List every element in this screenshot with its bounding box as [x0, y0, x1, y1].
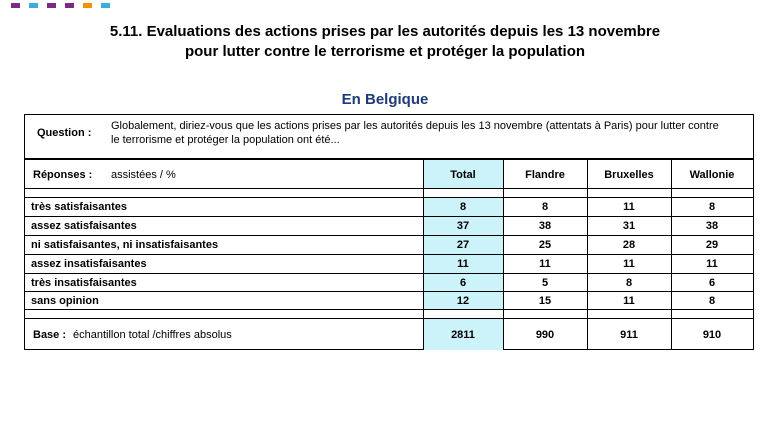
base-text: échantillon total /chiffres absolus — [73, 329, 232, 341]
column-header-bruxelles: Bruxelles — [604, 169, 654, 181]
row-value-total: 37 — [456, 220, 470, 232]
row-value-wallonie: 6 — [708, 277, 716, 289]
responses-label: Réponses : — [33, 169, 93, 181]
row-value-flandre: 38 — [538, 220, 552, 232]
separator-header — [25, 188, 753, 189]
row-value-bruxelles: 8 — [625, 277, 633, 289]
column-divider-total — [503, 160, 504, 350]
page-title-line1: 5.11. Evaluations des actions prises par les autorités depuis les 13 novembre — [109, 23, 661, 40]
row-label: assez satisfaisantes — [31, 220, 137, 232]
separator-row-1 — [25, 216, 753, 217]
separator-row-2 — [25, 235, 753, 236]
row-value-wallonie: 38 — [705, 220, 719, 232]
row-value-wallonie: 8 — [708, 201, 716, 213]
base-value-flandre: 990 — [535, 329, 555, 341]
separator-row-4 — [25, 273, 753, 274]
column-divider-bruxelles — [671, 160, 672, 350]
row-value-total: 11 — [457, 258, 469, 270]
row-value-total: 8 — [459, 201, 467, 213]
decor-bar-3 — [47, 3, 56, 8]
row-value-flandre: 8 — [541, 201, 549, 213]
question-text-line1: Globalement, diriez-vous que les actions prises par les autorités depuis les 13 novembre (attentats à Paris) pour lutter contre — [111, 120, 719, 132]
row-value-bruxelles: 11 — [623, 201, 635, 213]
row-value-flandre: 15 — [538, 295, 552, 307]
row-value-bruxelles: 11 — [623, 295, 635, 307]
row-value-total: 6 — [459, 277, 467, 289]
page-title-line2: pour lutter contre le terrorisme et protéger la population — [184, 43, 586, 60]
row-value-flandre: 11 — [539, 258, 551, 270]
decor-bar-2 — [29, 3, 38, 8]
separator-question — [25, 158, 753, 160]
region-subtitle: En Belgique — [341, 91, 429, 108]
separator-base — [25, 318, 753, 319]
separator-row-3 — [25, 254, 753, 255]
base-value-total: 2811 — [451, 329, 475, 341]
decor-bar-6 — [101, 3, 110, 8]
row-label: ni satisfaisantes, ni insatisfaisantes — [31, 239, 219, 251]
separator-row-5 — [25, 291, 753, 292]
base-value-bruxelles: 911 — [620, 329, 638, 341]
row-value-bruxelles: 31 — [622, 220, 636, 232]
base-label: Base : — [33, 329, 67, 341]
decor-bar-4 — [65, 3, 74, 8]
row-value-flandre: 5 — [541, 277, 549, 289]
row-value-bruxelles: 28 — [622, 239, 636, 251]
decor-bar-1 — [11, 3, 20, 8]
separator-header-2 — [25, 197, 753, 198]
row-value-total: 27 — [456, 239, 470, 251]
row-label: très satisfaisantes — [31, 201, 127, 213]
row-label: très insatisfaisantes — [31, 277, 137, 289]
row-value-flandre: 25 — [538, 239, 552, 251]
decor-bar-5 — [83, 3, 92, 8]
row-label: sans opinion — [31, 295, 99, 307]
column-header-wallonie: Wallonie — [689, 169, 735, 181]
row-value-wallonie: 29 — [705, 239, 719, 251]
row-value-wallonie: 8 — [708, 295, 716, 307]
base-value-wallonie: 910 — [702, 329, 722, 341]
row-value-wallonie: 11 — [706, 258, 718, 270]
row-label: assez insatisfaisantes — [31, 258, 147, 270]
question-label: Question : — [37, 127, 92, 139]
results-table — [24, 114, 754, 350]
separator-body-end — [25, 309, 753, 310]
row-value-bruxelles: 11 — [623, 258, 635, 270]
column-divider-flandre — [587, 160, 588, 350]
column-header-total: Total — [450, 169, 476, 181]
question-text-line2: le terrorisme et protéger la population ont été... — [111, 134, 340, 146]
column-divider-labels — [423, 160, 424, 350]
row-value-total: 12 — [456, 295, 470, 307]
column-header-flandre: Flandre — [525, 169, 565, 181]
responses-note: assistées / % — [111, 169, 176, 181]
